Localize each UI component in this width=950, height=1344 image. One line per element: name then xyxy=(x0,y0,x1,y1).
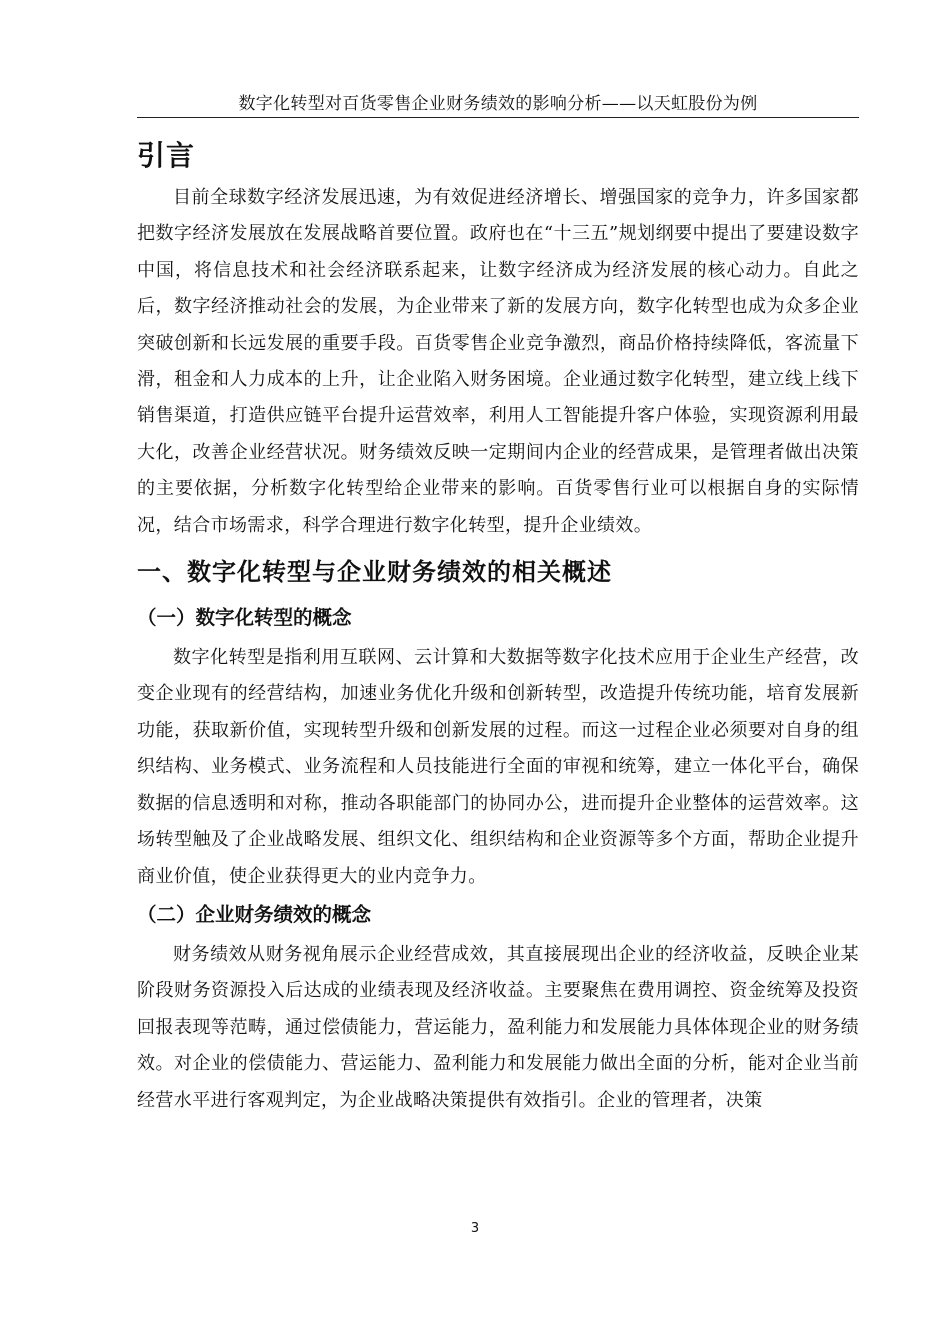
page-number: 3 xyxy=(470,1221,480,1236)
header-rule xyxy=(137,117,859,118)
subsection-2-title: （二）企业财务绩效的概念 xyxy=(137,902,372,926)
subsection-1-paragraph: 数字化转型是指利用互联网、云计算和大数据等数字化技术应用于企业生产经营，改变企业现有的经营结构，加速业务优化升级和创新转型，改造提升传统功能，培育发展新功能，获取新价值，实现转型升级和创新发展的过程。而这一过程企业必须要对自身的组织结构、业务模式、业务流程和人员技能进行全面的审视和统筹，建立一体化平台，确保数据的信息透明和对称，推动各职能部门的协同办公，进而提升企业整体的运营效率。这场转型触及了企业战略发展、组织文化、组织结构和企业资源等多个方面，帮助企业提升商业价值，使企业获得更大的业内竞争力。 xyxy=(137,647,859,887)
page-content xyxy=(137,136,859,1119)
chapter-1-title: 一、数字化转型与企业财务绩效的相关概述 xyxy=(137,558,612,587)
subsection-2-paragraph: 财务绩效从财务视角展示企业经营成效，其直接展现出企业的经济收益，反映企业某阶段财务资源投入后达成的业绩表现及经济收益。主要聚焦在费用调控、资金统筹及投资回报表现等范畴，通过偿债能力，营运能力，盈利能力和发展能力具体体现企业的财务绩效。对企业的偿债能力、营运能力、盈利能力和发展能力做出全面的分析，能对企业当前经营水平进行客观判定，为企业战略决策提供有效指引。企业的管理者，决策 xyxy=(137,943,859,1111)
subsection-1-title: （一）数字化转型的概念 xyxy=(137,606,352,630)
running-header: 数字化转型对百货零售企业财务绩效的影响分析——以天虹股份为例 xyxy=(238,94,758,114)
section-title-intro: 引言 xyxy=(137,139,196,172)
intro-paragraph: 目前全球数字经济发展迅速，为有效促进经济增长、增强国家的竞争力，许多国家都把数字经济发展放在发展战略首要位置。政府也在“十三五”规划纲要中提出了要建设数字中国，将信息技术和社会经济联系起来，让数字经济成为经济发展的核心动力。自此之后，数字经济推动社会的发展，为企业带来了新的发展方向，数字化转型也成为众多企业突破创新和长远发展的重要手段。百货零售企业竞争激烈，商品价格持续降低，客流量下滑，租金和人力成本的上升，让企业陷入财务困境。企业通过数字化转型，建立线上线下销售渠道，打造供应链平台提升运营效率，利用人工智能提升客户体验，实现资源利用最大化，改善企业经营状况。财务绩效反映一定期间内企业的经营成果，是管理者做出决策的主要依据，分析数字化转型给企业带来的影响。百货零售行业可以根据自身的实际情况，结合市场需求，科学合理进行数字化转型，提升企业绩效。 xyxy=(137,187,859,536)
